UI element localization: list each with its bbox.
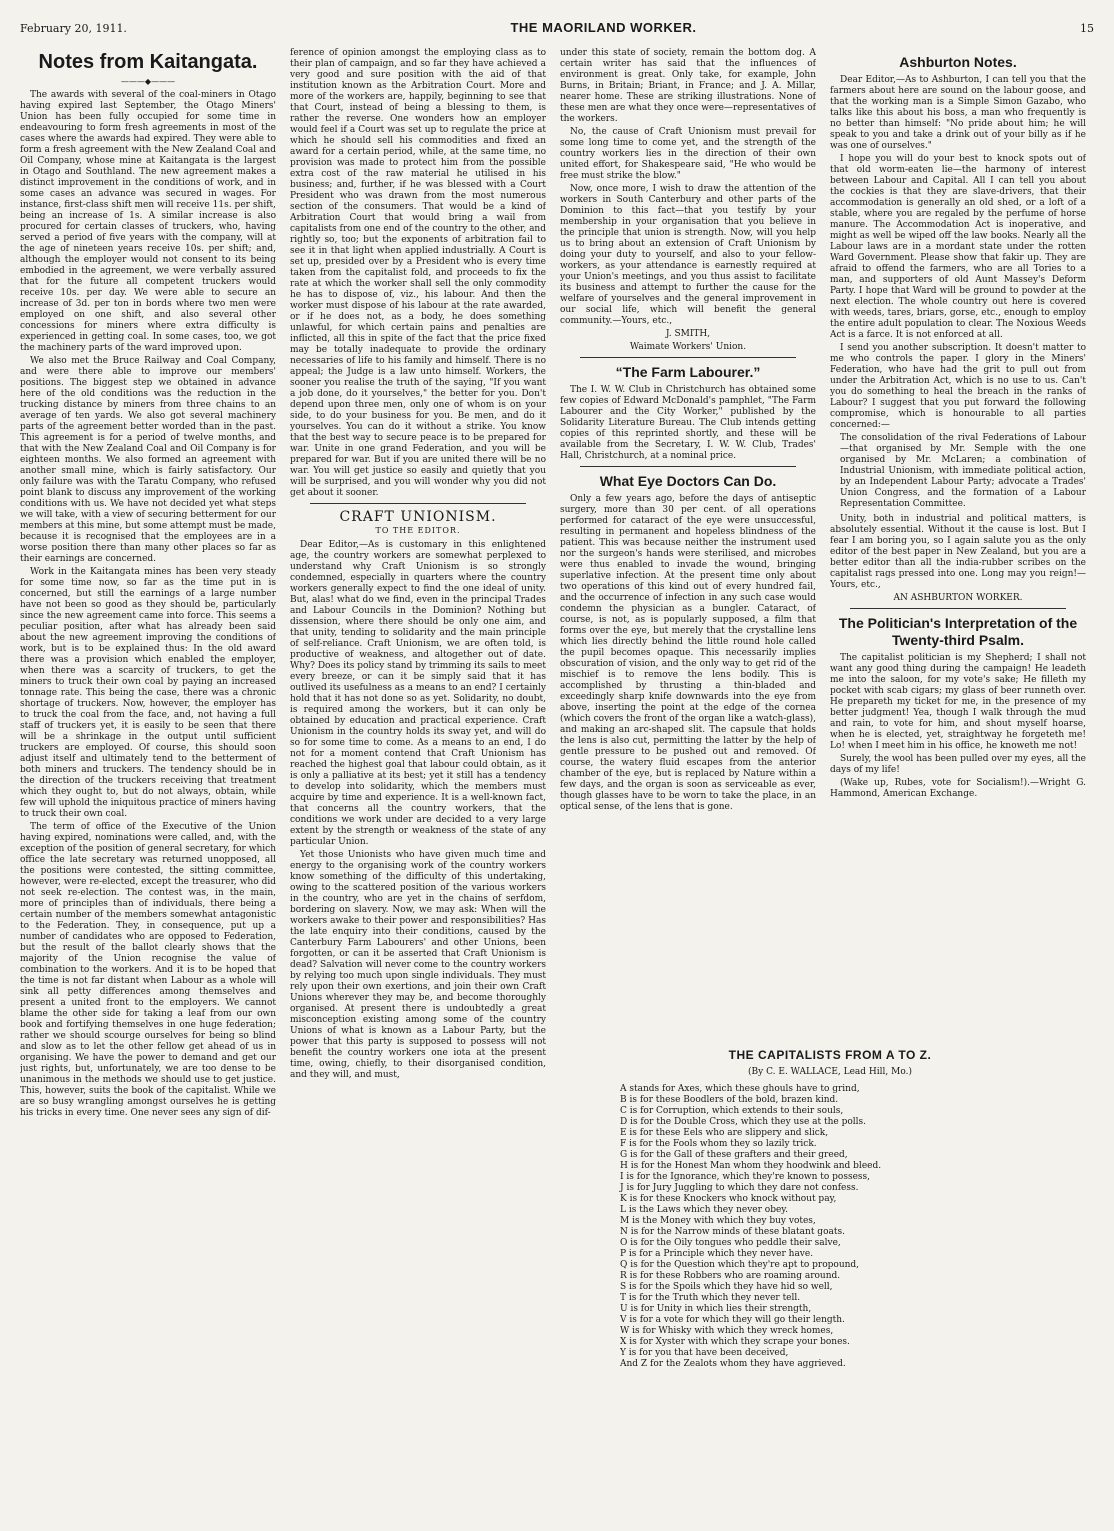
paragraph: Work in the Kaitangata mines has been very steady for some time now, so far as the time put in is concerned, but still the earnings of a large number have not been so good as they should be, particularly since the new agreement came into force. This seems a peculiar position, after what has already been said about the new agreement improving the conditions of work, but is to be explained thus: In the old award there was a provision which enabled the employer, when there was a scarcity of truckers, to get the miners to truck their own coal by paying an increased tonnage rate. This being the case, there was a chronic shortage of truckers. Now, however, the employer has to truck the coal from the face, and, not having a full staff of truckers yet, it is easily to be seen that there will be a shrinkage in the output until sufficient truckers are employed. Of course, this should soon adjust itself and ultimately tend to the betterment of both miners and truckers. The tendency should be in the direction of the truckers receiving that treatment which they ought to, but do not always, obtain, while few will uphold the iniquitous practice of miners having to truck their own coal. — [20, 567, 276, 819]
poem-line: I is for the Ignorance, which they're known to possess, — [620, 1172, 871, 1182]
issue-date: February 20, 1911. — [20, 22, 127, 35]
paragraph: Dear Editor,—As to Ashburton, I can tell you that the farmers about here are sound on the labour goose, and that the working man is a Simple Simon Gazabo, who talks like this about his boss, a man who frequently is no better than himself: "No pride about him; he will speak to you and take a drink out of your billy as if he was one of ourselves." — [830, 75, 1086, 151]
poem-line: O is for the Oily tongues who peddle their salve, — [620, 1238, 841, 1248]
paragraph: under this state of society, remain the bottom dog. A certain writer has said that the influences of environment is great. Only take, for example, John Burns, in Britain; Briant, in France; and J. A. Millar, nearer home. These are striking illustrations. None of these men are what they once were—representatives of the workers. — [560, 48, 816, 124]
poem-line: P is for a Principle which they never have. — [620, 1249, 814, 1259]
poem-line: B is for these Boodlers of the bold, brazen kind. — [620, 1095, 839, 1105]
poem-line: U is for Unity in which lies their strength, — [620, 1304, 812, 1314]
poem-line: F is for the Fools whom they so lazily trick. — [620, 1139, 817, 1149]
poem-line: D is for the Double Cross, which they use at the polls. — [620, 1117, 866, 1127]
column-1 — [20, 48, 276, 1528]
paragraph: Now, once more, I wish to draw the attention of the workers in South Canterbury and other parts of the Dominion to this fact—that you testify by your membership in your organisation that you believe in the principle that union is strength. Now, will you help us to bring about an extension of Craft Unionism by doing your duty to yourself, and also to your fellow-workers, as your attendance is earnestly required at your Union's meetings, and you thus assist to facilitate its business and attempt to further the cause for the welfare of yourselves and the general improvement in our social life, which will benefit the general community.—Yours, etc., — [560, 184, 816, 326]
divider — [850, 608, 1066, 609]
paper-title: THE MAORILAND WORKER. — [510, 20, 697, 35]
article-heading-eye-doctors: What Eye Doctors Can Do. — [599, 473, 777, 489]
poem-line: V is for a vote for which they will go their length. — [620, 1315, 845, 1325]
signature-name: AN ASHBURTON WORKER. — [893, 593, 1023, 603]
article-heading-ashburton: Ashburton Notes. — [899, 54, 1017, 70]
compromise-quote: The consolidation of the rival Federations of Labour—that organised by Mr. Semple with the one organised by Mr. McLaren; a combination of Industrial Unionism, with immediate political action, by an Independent Labour Party; advocate a Trades' Union Congress, and the formation of a Labour Representation Committee. — [840, 433, 1086, 509]
poem-heading: THE CAPITALISTS FROM A TO Z. — [728, 1048, 932, 1062]
poem-byline: (By C. E. WALLACE, Lead Hill, Mo.) — [748, 1067, 912, 1077]
paragraph: The term of office of the Executive of the Union having expired, nominations were called, and, with the exception of the position of general secretary, for which office the late secretary was returned unopposed, all the positions were contested, the sitting committee, however, were re-elected, except the treasurer, who did not seek re-election. The contest was, in the main, more of principles than of individuals, there being a certain number of the members somewhat antagonistic to the Federation. They, in consequence, put up a number of candidates who are opposed to Federation, but the result of the ballot clearly shows that the majority of the Union recognise the value of combination to the workers. And it is to be hoped that the time is not far distant when Labour as a whole will sink all petty differences among themselves and present a united front to the employers. We cannot blame the other side for taking a leaf from our own book and fortifying themselves in one huge federation; rather we should scourge ourselves for being so blind and slow as to let the other fellow get ahead of us in organising. We have the power to demand and get our just rights, but, unfortunately, we are too dense to be unanimous in the methods we should use to get justice. This, however, suits the book of the capitalist. While we are so busy wrangling amongst ourselves he is getting his tricks in every time. One never sees any sign of dif- — [20, 822, 276, 1118]
poem-line: M is the Money with which they buy votes, — [620, 1216, 816, 1226]
poem-line: Y is for you that have been deceived, — [620, 1348, 789, 1358]
paragraph: Yet those Unionists who have given much time and energy to the organising work of the country workers know something of the difficulty of this undertaking, owing to the scattered position of the various workers in the country, who are yet in the chains of serfdom, bordering on slavery. Now, we may ask: When will the workers awake to their power and responsibilities? Has the late enquiry into their conditions, caused by the Canterbury Farm Labourers' and other Unions, been forgotten, or can it be asserted that Craft Unionism is dead? Salvation will never come to the country workers by relying too much upon single individuals. They must rely upon their own exertions, and join their own Craft Unions wherever they may be, and become thoroughly organised. At present there is undoubtedly a great misconception existing among some of the country Unions of what is known as a Labour Party, but the power that this party is supposed to possess will not benefit the country workers one iota at the present time, owing, chiefly, to their disorganised condition, and they will, and must, — [290, 850, 546, 1080]
poem-line: E is for these Eels who are slippery and slick, — [620, 1128, 829, 1138]
paragraph: The I. W. W. Club in Christchurch has obtained some few copies of Edward McDonald's pamphlet, "The Farm Labourer and the City Worker," published by the Solidarity Literature Bureau. The Club intends getting copies of this reprinted shortly, and these will be available from the Secretary, I. W. W. Club, Trades' Hall, Christchurch, at a nominal price. — [560, 385, 816, 461]
article-subheading: TO THE EDITOR. — [375, 526, 461, 535]
paragraph: No, the cause of Craft Unionism must prevail for some long time to come yet, and the strength of the country workers lies in the direction of their own united effort, for Shakespeare said, "He who would be free must strike the blow." — [560, 127, 816, 181]
poem-line: A stands for Axes, which these ghouls have to grind, — [620, 1084, 860, 1094]
poem-line: C is for Corruption, which extends to their souls, — [620, 1106, 844, 1116]
column-2 — [290, 48, 546, 1528]
poem-line: R is for these Robbers who are roaming around. — [620, 1271, 841, 1281]
paragraph: I send you another subscription. It doesn't matter to me who controls the paper. I glory in the Miners' Federation, who have had the grit to pull out from under the Arbitration Act, which is no use to us. Can't you do something to heal the breach in the ranks of Labour? I suggest that you put forward the following compromise, which is honourable to all parties concerned:— — [830, 343, 1086, 430]
paragraph: Unity, both in industrial and political matters, is absolutely essential. Without it the cause is lost. But I fear I am boring you, so I again salute you as the only editor of the best paper in New Zealand, but you are a better editor than all the india-rubber scribes on the capitalist rags pressed into one. Long may you reign!—Yours, etc., — [830, 514, 1086, 590]
paragraph: Dear Editor,—As is customary in this enlightened age, the country workers are somewhat perplexed to understand why Craft Unionism is so strongly condemned, especially in quarters where the country workers generally expect to find the one ideal of unity. But, alas! what do we find, even in the principal Trades and Labour Councils in the Dominion? Nothing but dissension, where there should be only one aim, and that unity, tending to solidarity and the main principle of self-reliance. Craft Unionism, we are often told, is productive of weakness, and altogether out of date. Why? Does its policy stand by trimming its sails to meet every breeze, or can it be simply said that it has outlived its usefulness as a means to an end? I certainly hold that it has not done so as yet. Solidarity, no doubt, is required among the workers, but it can only be obtained by education and practical experience. Craft Unionism in the country holds its sway yet, and will do so for some time to come. As a means to an end, I do not for a moment contend that Craft Unionism has reached the highest goal that labour could obtain, as it is only a palliative at its best; yet it still has a tendency to develop into solidarity, which the members must acquire by time and experience. It is a well-known fact, that concerns all the country workers, that the conditions we work under are decided to a very large extent by the strength or weakness of the state of any particular Union. — [290, 540, 546, 847]
masthead — [20, 20, 1094, 42]
poem-line: J is for Jury Juggling to which they dare not confess. — [620, 1183, 859, 1193]
signature-org: Waimate Workers' Union. — [629, 342, 747, 352]
article-heading-craft-unionism: CRAFT UNIONISM. — [339, 509, 497, 525]
poem-line: G is for the Gall of these grafters and their greed, — [620, 1150, 848, 1160]
signature-name: J. SMITH, — [665, 329, 711, 339]
column-4 — [830, 48, 1086, 1058]
article-heading-kaitangata: Notes from Kaitangata. — [38, 51, 258, 73]
paragraph: Surely, the wool has been pulled over my eyes, all the days of my life! — [830, 754, 1086, 775]
poem-line: T is for the Truth which they never tell. — [620, 1293, 801, 1303]
poem-line: X is for Xyster with which they scrape your bones. — [620, 1337, 850, 1347]
poem-line: And Z for the Zealots whom they have aggrieved. — [620, 1359, 846, 1369]
poem-line: Q is for the Question which they're apt to propound, — [620, 1260, 860, 1270]
poem-capitalists-a-to-z — [570, 1050, 1090, 1370]
article-heading-farm-labourer: “The Farm Labourer.” — [615, 364, 761, 380]
divider — [580, 466, 796, 467]
poem-line: K is for these Knockers who knock without pay, — [620, 1194, 837, 1204]
divider-ornament: ———◆——— — [120, 77, 176, 86]
paragraph: We also met the Bruce Railway and Coal Company, and were there able to improve our members' positions. The biggest step we obtained in advance here of the old conditions was the reduction in the trucking distance by miners from three chains to an average of ten yards. We also got several machinery parts of the agreement better worded than in the past. This agreement is for a period of twelve months, and that with the New Zealand Coal and Oil Company is for eighteen months. We also formed an agreement with another small mine, which is fairly satisfactory. Our only failure was with the Taratu Company, who refused point blank to discuss any improvement of the working conditions with us. We have not decided yet what steps we will take, with a view of securing betterment for our members at this mine, but some attempt must be made, because it is recognised that the employees are in a worse position there than many other places so far as their earnings are concerned. — [20, 356, 276, 564]
paragraph: (Wake up, Rubes, vote for Socialism!).—Wright G. Hammond, American Exchange. — [830, 778, 1086, 799]
poem-line: H is for the Honest Man whom they hoodwink and bleed. — [620, 1161, 882, 1171]
divider — [310, 503, 526, 504]
paragraph: The capitalist politician is my Shepherd; I shall not want any good thing during the campaign! He leadeth me into the saloon, for my vote's sake; He filleth my pocket with scab cigars; my glass of beer runneth over. He prepareth my ticket for me, in the presence of my better judgment! Yea, though I walk through the mud and rain, to vote for him, and shout myself hoarse, when he is elected, yet, straightway he forgeteth me! Lo! when I meet him in his office, he knoweth me not! — [830, 653, 1086, 751]
poem-line: L is the Laws which they never obey. — [620, 1205, 789, 1215]
paragraph: The awards with several of the coal-miners in Otago having expired last September, the Otago Miners' Union has been fully occupied for some time in endeavouring to form fresh agreements in most of the cases where the awards had expired. They were able to form a fresh agreement with the New Zealand Coal and Oil Company, whose mine at Kaitangata is the largest in Otago and Southland. The new agreement makes a distinct improvement in the conditions of work, and in some cases an advance was secured in wages. For instance, first-class shift men will receive 11s. per shift, being an increase of 1s. A similar increase is also procured for certain classes of truckers, who, having served a period of five years with the company, will at the age of nineteen years receive 10s. per shift; and, although the employer would not consent to its being embodied in the agreement, we were verbally assured that for the future all competent truckers would receive 10s. per day. We were able to secure an increase of 3d. per ton in bords where two men were employed on one shift, and also several other concessions for miners where extra difficulty is experienced in getting coal. In some cases, too, we got the machinery parts of the ward improved upon. — [20, 90, 276, 353]
poem-line: N is for the Narrow minds of these blatant goats. — [620, 1227, 845, 1237]
poem-line: S is for the Spoils which they have hid so well, — [620, 1282, 833, 1292]
paragraph: I hope you will do your best to knock spots out of that old worm-eaten lie—the harmony of interest between Labour and Capital. All I can tell you about the cockies is that they are slave-drivers, that their accommodation is generally an old shed, or a loft of a stable, where you are regaled by the perfume of horse manure. The Accommodation Act is inoperative, and might as well be wiped off the law books. Nearly all the Labour laws are in a mordant state under the rotten Ward Government. Please show that fakir up. They are afraid to offend the farmers, who are all Tories to a man, and supporters of old Aunt Massey's Deform Party. I hope that Ward will be ground to powder at the next election. The whole country out here is covered with weeds, tares, briars, gorse, etc., enough to employ the entire adult population to clear. The Noxious Weeds Act is a farce. It is not enforced at all. — [830, 154, 1086, 340]
divider — [580, 357, 796, 358]
paragraph: ference of opinion amongst the employing class as to their plan of campaign, and so far they have achieved a very good and sure position with the aid of that institution known as the Arbitration Court. More and more of the workers are, happily, beginning to see that that Court, instead of being a blessing to them, is rather the reverse. One wonders how an employer would feel if a Court was set up to regulate the price at which he should sell his commodities and fixed an award for a certain period, while, at the same time, no provision was made to protect him from the possible extra cost of the raw material he utilised in his business; and, further, if he was blessed with a Court President who was drawn from the most numerous section of the consumers. That would be a kind of Arbitration Court that would bring a wail from capitalists from one end of the country to the other, and rightly so, too; but the exponents of arbitration fail to see it in that light when applied industrially. A Court is set up, presided over by a President who is every time taken from the capitalist fold, and proceeds to fix the rate at which the worker shall sell the only commodity he has to dispose of, viz., his labour. And then the worker must dispose of his labour at the rate awarded, or if he does not, as a body, he does something unlawful, for which certain pains and penalties are inflicted, all this in spite of the fact that the price fixed may be totally inadequate to provide the ordinary necessaries of life to his family and himself. There is no appeal; the Judge is a law unto himself. Workers, the sooner you realise the truth of the saying, "If you want a job done, do it yourselves," the better for you. Don't depend upon three men, only one of whom is on your side, to do your business for you. Be men, and do it yourselves. You can do it without a strike. You know that the best way to secure peace is to be prepared for war. Unite in one grand Federation, and you will be prepared for war. But if you are united there will be no war. You will get justice so easily and quietly that you will be surprised, and you will wonder why you did not get about it sooner. — [290, 48, 546, 498]
poem-line: W is for Whisky with which they wreck homes, — [620, 1326, 834, 1336]
poem-lines — [570, 1084, 1090, 1370]
article-heading-psalm: The Politician's Interpretation of the Twenty-third Psalm. — [838, 615, 1078, 648]
paragraph: Only a few years ago, before the days of antiseptic surgery, more than 30 per cent. of all operations performed for cataract of the eye were unsuccessful, resulting in permanent and hopeless blindness of the patient. This was because neither the instrument used nor the surgeon's hands were sterilised, and microbes were thus enabled to invade the wound, bringing superlative infection. At the present time only about two operations of this kind out of every hundred fail, and the occurrence of infection in any such case would condemn the physician as a bungler. Cataract, of course, is not, as is popularly supposed, a film that forms over the eye, but merely that the crystalline lens which lies directly behind the little round hole called the pupil becomes opaque. This necessarily implies obscuration of vision, and the only way to get rid of the mischief is to remove the lens bodily. This is accomplished by thrusting a thin-bladed and exceedingly sharp knife downwards into the eye from above, inserting the point at the edge of the cornea (which covers the front of the organ like a watch-glass), and making an arc-shaped slit. The capsule that holds the lens is also cut, permitting the latter by the help of gentle pressure to be pushed out and removed. Of course, the watery fluid escapes from the anterior chamber of the eye, but is replaced by Nature within a few days, and the organ is soon as serviceable as ever, though glasses have to be worn to take the place, in an optical sense, of the lens that is gone. — [560, 494, 816, 812]
page-number: 15 — [1080, 22, 1094, 35]
